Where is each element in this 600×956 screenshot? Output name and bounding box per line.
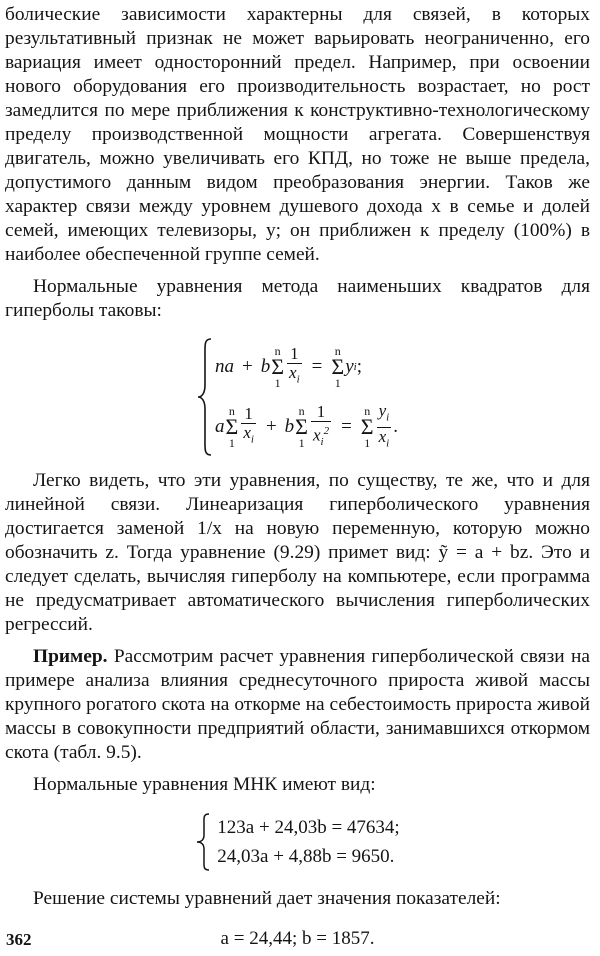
paragraph-6: Решение системы уравнений дает значения показателей: <box>33 888 501 909</box>
solution-result: a = 24,44; b = 1857. <box>220 928 375 949</box>
sum-sign: n Σ 1 <box>271 344 285 390</box>
paragraph-4-example <box>5 645 590 765</box>
sum-sign: n Σ 1 <box>331 344 345 390</box>
term-y: y <box>345 356 354 377</box>
coef-b: b <box>260 356 271 377</box>
fraction-1-over-xi: $\frac{1}{x_i}$ <box>241 405 256 448</box>
equals-sign: = <box>341 416 352 437</box>
semicolon: ; <box>356 356 362 377</box>
equation-1: na + b n Σ 1 $\frac{1}{x_i}$ = n Σ 1 y i ; <box>215 344 362 390</box>
left-brace <box>197 337 213 457</box>
term-na: na <box>215 356 235 377</box>
mnk-equation-system <box>5 813 590 871</box>
fraction-yi-over-xi: $\frac{y_i}{x_i}$ <box>377 402 392 452</box>
system-equation-2: 24,03a + 4,88b = 9650. <box>217 845 395 867</box>
coef-a: a <box>215 416 225 437</box>
sum-sign: n Σ 1 <box>225 404 239 450</box>
fraction-1-over-xi-squared: $\frac{1}{x_i^2}$ <box>311 403 331 451</box>
plus-sign: + <box>265 416 277 437</box>
left-brace <box>195 813 211 871</box>
plus-sign: + <box>242 356 253 377</box>
paragraph-5: Нормальные уравнения МНК имеют вид: <box>33 774 376 795</box>
system-equation-1: 123a + 24,03b = 47634; <box>217 816 400 838</box>
sum-sign: n Σ 1 <box>360 404 374 450</box>
sum-sign: n Σ 1 <box>295 404 308 450</box>
coef-b: b <box>284 416 295 437</box>
hyperbola-normal-equations <box>5 337 590 457</box>
paragraph-1: болические зависимости характерны для связей, в которых результативный признак не может варьировать неограниченно, его вариация имеет односторонний предел. Например, при освоении нового оборудования его производительность возрастает, но рост замедлится по мере приближения к конструктивно-технологическому пределу производственной мощности агрегата. Совершенствуя двигатель, можно увеличивать его КПД, но тоже не выше предела, допустимого данным видом преобразования энергии. Таков же характер связи между уровнем душевого дохода x в семье и долей семей, имеющих телевизоры, y; он приближен к пределу (100%) в наиболее обеспеченной группе семей. <box>5 4 590 265</box>
example-text: Рассмотрим расчет уравнения гиперболической связи на примере анализа влияния среднесуточного прироста живой массы крупного рогатого скота на откорме на себестоимость прироста живой массы в совокупности предприятий области, занимавшихся откормом скота (табл. 9.5). <box>5 646 590 763</box>
period: . <box>393 416 398 437</box>
paragraph-2: Нормальные уравнения метода наименьших квадратов для гиперболы таковы: <box>5 276 590 321</box>
example-label: Пример. <box>33 646 108 667</box>
paragraph-3: Легко видеть, что эти уравнения, по существу, те же, что и для линейной связи. Линеаризация гиперболического уравнения достигается заменой 1/x на новую переменную, которую можно обозначить z. Тогда уравнение (9.29) примет вид: ỹ = a + bz. Это и следует сделать, вычисляя гиперболу на компьютере, если программа не предусматривает автоматического вычисления гиперболических регрессий. <box>5 470 590 635</box>
fraction-1-over-xi: $\frac{1}{x_i}$ <box>287 345 302 388</box>
page-number: 362 <box>6 930 32 949</box>
equation-2 <box>215 397 398 457</box>
equals-sign: = <box>311 356 323 377</box>
